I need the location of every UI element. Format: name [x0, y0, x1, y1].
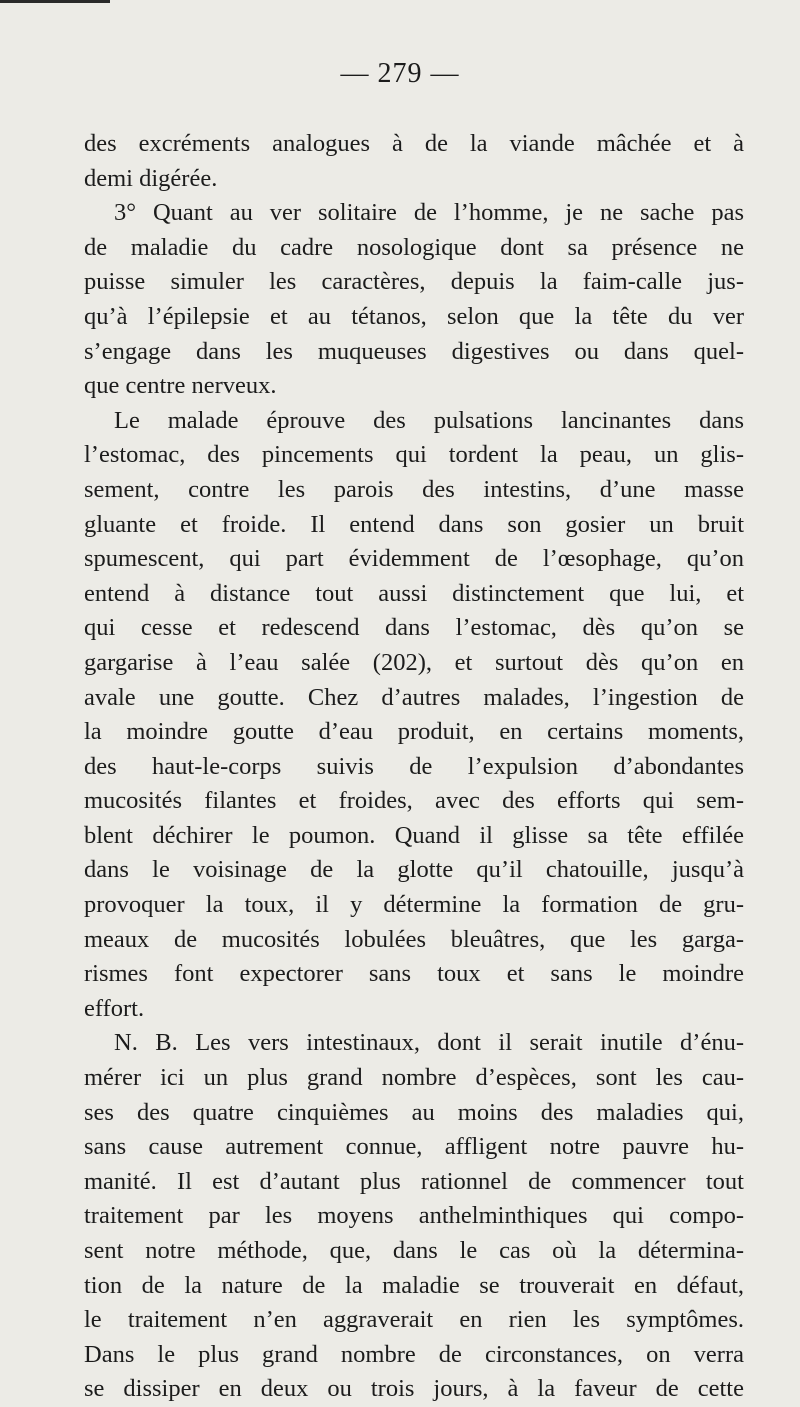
text-line: s’engage dans les muqueuses digestives ou dans quel-: [84, 337, 744, 365]
text-line: Dans le plus grand nombre de circonstances, on verra: [84, 1340, 744, 1368]
text-line: de maladie du cadre nosologique dont sa présence ne: [84, 233, 744, 261]
page-number: — 279 —: [340, 58, 460, 89]
text-line: avale une goutte. Chez d’autres malades, l’ingestion de: [84, 683, 744, 711]
text-line: sans cause autrement connue, affligent notre pauvre hu-: [84, 1133, 744, 1161]
text-line: blent déchirer le poumon. Quand il glisse sa tête effilée: [84, 821, 744, 849]
body-text: [84, 127, 744, 1407]
text-line: gluante et froide. Il entend dans son gosier un bruit: [84, 510, 744, 538]
text-line: provoquer la toux, il y détermine la formation de gru-: [84, 891, 744, 919]
text-line: sent notre méthode, que, dans le cas où la détermina-: [84, 1237, 744, 1264]
text-line: entend à distance tout aussi distinctement que lui, et: [84, 579, 744, 607]
text-line: dans le voisinage de la glotte qu’il chatouille, jusqu’à: [84, 856, 744, 884]
text-line: le traitement n’en aggraverait en rien les symptômes.: [84, 1306, 744, 1334]
text-line: traitement par les moyens anthelminthiques qui compo-: [84, 1202, 744, 1230]
text-line: manité. Il est d’autant plus rationnel de commencer tout: [84, 1167, 744, 1195]
text-line: qu’à l’épilepsie et au tétanos, selon que la tête du ver: [84, 302, 744, 330]
text-line: des excréments analogues à de la viande mâchée et à: [84, 130, 744, 157]
text-line: l’estomac, des pincements qui tordent la peau, un glis-: [84, 441, 744, 469]
text-line: Le malade éprouve des pulsations lancinantes dans: [114, 406, 744, 434]
text-line: effort.: [84, 994, 145, 1022]
text-line: se dissiper en deux ou trois jours, à la faveur de cette: [84, 1375, 744, 1403]
text-line: la moindre goutte d’eau produit, en certains moments,: [84, 718, 744, 746]
text-line: 3° Quant au ver solitaire de l’homme, je ne sache pas: [114, 199, 744, 227]
text-line: puisse simuler les caractères, depuis la faim-calle jus-: [84, 268, 744, 296]
top-edge-rule: [0, 0, 110, 3]
text-line: sement, contre les parois des intestins, d’une masse: [84, 475, 744, 503]
text-line: des haut-le-corps suivis de l’expulsion d’abondantes: [84, 752, 744, 780]
text-line: spumescent, qui part évidemment de l’œsophage, qu’on: [84, 545, 744, 573]
text-line: meaux de mucosités lobulées bleuâtres, que les garga-: [84, 925, 744, 953]
text-line: mérer ici un plus grand nombre d’espèces, sont les cau-: [84, 1064, 744, 1092]
text-line: gargarise à l’eau salée (202), et surtout dès qu’on en: [84, 648, 744, 676]
text-line: mucosités filantes et froides, avec des efforts qui sem-: [84, 787, 744, 815]
text-line: tion de la nature de la maladie se trouverait en défaut,: [84, 1271, 744, 1299]
text-line: N. B. Les vers intestinaux, dont il serait inutile d’énu-: [114, 1029, 744, 1057]
text-line: demi digérée.: [84, 164, 218, 192]
text-line: que centre nerveux.: [84, 372, 277, 400]
text-line: rismes font expectorer sans toux et sans le moindre: [84, 960, 744, 988]
text-line: ses des quatre cinquièmes au moins des maladies qui,: [84, 1098, 744, 1126]
text-line: qui cesse et redescend dans l’estomac, dès qu’on se: [84, 614, 744, 642]
